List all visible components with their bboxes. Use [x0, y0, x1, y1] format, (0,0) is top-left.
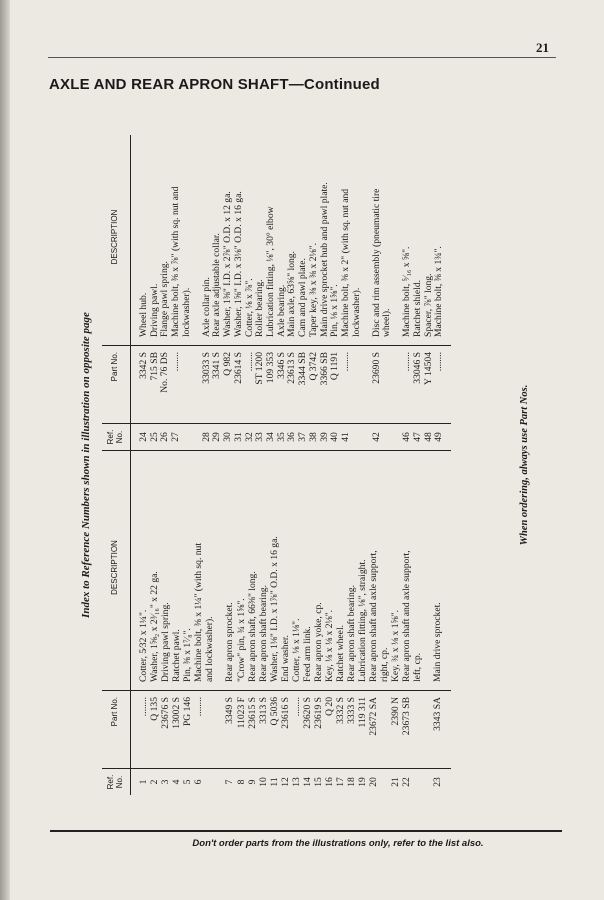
part-cell: 13002 S: [172, 691, 183, 769]
part-cell: 23616 S: [281, 691, 292, 769]
desc-header: DESCRIPTION: [102, 135, 130, 346]
ref-cell: 38: [309, 424, 320, 451]
desc-cell: Lubrication fitting, ⅛", straight.: [357, 559, 369, 682]
desc-cell: Machine bolt, ⅜ x 1¼" (with sq. nut: [193, 542, 205, 682]
desc-cell: Wheel hub.: [137, 292, 149, 337]
desc-cell: Taper key, ⅜ x ⅜ x 2⅛".: [307, 242, 319, 337]
desc-cell: Main drive sprocket.: [432, 602, 444, 682]
part-cell: 23672 SA: [369, 691, 380, 769]
desc-cell: Main drive sprocket hub and pawl plate.: [318, 182, 330, 337]
parts-index-block: [80, 135, 530, 795]
desc-cell: Key, ¾ x ⅛ x 1⅝".: [390, 609, 402, 682]
ref-cell: 1: [130, 769, 150, 796]
part-cell: 3349 S: [216, 691, 236, 769]
part-cell: 715 SB: [150, 346, 161, 424]
ref-cell: 27: [171, 424, 182, 451]
ref-cell: 26: [160, 424, 171, 451]
table-row: [434, 135, 451, 450]
part-cell: Q 135: [150, 691, 161, 769]
desc-cell: Axle bearing.: [275, 284, 287, 337]
desc-cell: Cam and pawl plate.: [297, 258, 309, 337]
part-cell: [382, 346, 393, 424]
part-cell: [205, 691, 216, 769]
desc-cell: Rear apron shaft and axle support,: [401, 550, 413, 682]
table-row: [130, 135, 149, 450]
part-cell: 3343 SA: [424, 691, 451, 769]
ref-header: Ref. No.: [102, 769, 130, 796]
table-row: [172, 451, 183, 796]
part-cell: 2390 N: [391, 691, 402, 769]
part-cell: 23676 S: [161, 691, 172, 769]
table-row: [161, 451, 172, 796]
desc-cell: Pin, ⅛ x 1⅝".: [329, 284, 341, 337]
ref-cell: 31: [234, 424, 245, 451]
part-cell: 3344 SB: [298, 346, 309, 424]
part-cell: 3341 S: [212, 346, 223, 424]
part-cell: ST 1200: [255, 346, 266, 424]
part-cell: ........: [194, 691, 205, 769]
desc-cell: Cotter, 5⁄32 x 1¼".: [137, 609, 149, 682]
desc-cell: left, cp.: [412, 652, 424, 682]
table-row: [402, 451, 413, 796]
desc-cell: Spacer, ⅞" long.: [422, 273, 434, 337]
table-row: [325, 451, 336, 796]
footer-text: Don't order parts from the illustrations only, refer to the list also.: [192, 838, 484, 849]
footer-rule: [50, 830, 562, 832]
desc-cell: Washer, 1⅛" I.D. x 1⅞" O.D. x 16 ga.: [268, 536, 280, 682]
desc-cell: Rear axle adjustable collar.: [211, 233, 223, 337]
ref-cell: 42: [363, 424, 383, 451]
ref-cell: 40: [330, 424, 341, 451]
desc-cell: Driving pawl.: [148, 283, 160, 337]
page-title: AXLE AND REAR APRON SHAFT—Continued: [49, 76, 380, 93]
part-cell: PG 146: [183, 691, 194, 769]
ref-cell: 30: [223, 424, 234, 451]
desc-cell: Driving pawl spring.: [160, 602, 172, 682]
parts-table-right: [102, 135, 451, 450]
desc-cell: lockwasher).: [350, 287, 362, 337]
desc-cell: Rear apron shaft bearing.: [257, 585, 269, 682]
page-edge-shadow: [0, 0, 10, 900]
desc-cell: Axle collar pin.: [200, 277, 212, 337]
part-cell: 3332 S: [336, 691, 347, 769]
ref-cell: 41: [341, 424, 352, 451]
ref-cell: 14: [303, 769, 314, 796]
desc-cell: End washer.: [279, 635, 291, 682]
table-row: [130, 451, 150, 796]
ref-cell: 49: [434, 424, 451, 451]
desc-cell: wheel).: [381, 308, 393, 337]
part-cell: Q 20: [325, 691, 336, 769]
ordering-note: When ordering, always use Part Nos.: [519, 384, 530, 546]
ref-cell: [205, 769, 216, 796]
part-cell: ........: [341, 346, 352, 424]
ref-header: Ref. No.: [102, 424, 130, 451]
table-row: [292, 451, 303, 796]
part-cell: Q 5036: [270, 691, 281, 769]
ref-cell: 24: [130, 424, 149, 451]
table-row: [413, 451, 424, 796]
ref-cell: 19: [358, 769, 369, 796]
ref-cell: 25: [150, 424, 161, 451]
desc-cell: Disc and rim assembly (pneumatic tire: [370, 188, 382, 337]
ref-cell: 23: [424, 769, 451, 796]
desc-cell: Machine bolt, ⅜ x ⅞" (with sq. nut and: [170, 186, 182, 337]
part-cell: 23615 S: [248, 691, 259, 769]
part-cell: 3366 SB: [320, 346, 331, 424]
footer-note: [0, 838, 604, 849]
desc-cell: Pin, ⅜ x 1⁷⁄₈".: [182, 628, 194, 682]
parts-tables: [102, 135, 451, 795]
ref-cell: 48: [424, 424, 435, 451]
ref-cell: 16: [325, 769, 336, 796]
ref-cell: 18: [347, 769, 358, 796]
desc-cell: Ratchet shield.: [411, 279, 423, 337]
ref-cell: 39: [320, 424, 331, 451]
ref-cell: 10: [259, 769, 270, 796]
desc-cell: and lockwasher).: [204, 616, 216, 682]
table-row: [270, 451, 281, 796]
part-cell: 3346 S: [277, 346, 288, 424]
header-rule: [48, 57, 556, 58]
part-cell: 23620 S: [303, 691, 314, 769]
ref-cell: 6: [194, 769, 205, 796]
part-cell: 3342 S: [130, 346, 149, 424]
table-row: [393, 135, 413, 450]
desc-cell: Lubrication fitting, ⅛", 30° elbow: [264, 206, 276, 337]
ref-cell: 46: [393, 424, 413, 451]
desc-cell: Rear apron shaft and axle support,: [368, 550, 380, 682]
desc-cell: Roller bearing.: [254, 279, 266, 337]
ref-cell: 11: [270, 769, 281, 796]
part-cell: 23614 S: [234, 346, 245, 424]
part-cell: 33046 S: [413, 346, 424, 424]
desc-cell: Washer, 1⅜" I.D. x 2⅞" O.D. x 12 ga.: [222, 191, 234, 337]
desc-cell: Rear apron shaft bearing.: [345, 585, 357, 682]
part-cell: 3313 S: [259, 691, 270, 769]
ref-cell: 3: [161, 769, 172, 796]
part-header: Part No.: [102, 346, 130, 424]
part-cell: [182, 346, 193, 424]
ref-cell: 47: [413, 424, 424, 451]
ref-cell: 37: [298, 424, 309, 451]
part-cell: Q 982: [223, 346, 234, 424]
desc-cell: Flange pawl spring.: [159, 261, 171, 337]
part-cell: [352, 346, 363, 424]
desc-cell: Washer, 1⅝" I.D. x 3⅛" O.D. x 16 ga.: [232, 191, 244, 337]
ref-cell: [182, 424, 193, 451]
ref-cell: 5: [183, 769, 194, 796]
part-cell: Q 3742: [309, 346, 320, 424]
part-cell: ........: [434, 346, 451, 424]
table-caption: Index to Reference Numbers shown in illustration on opposite page: [80, 312, 92, 618]
ref-cell: 7: [216, 769, 236, 796]
desc-cell: lockwasher).: [180, 287, 192, 337]
table-row: [369, 451, 380, 796]
part-cell: ........: [393, 346, 413, 424]
part-cell: ........: [130, 691, 150, 769]
desc-cell: Ratchet pawl.: [171, 629, 183, 682]
desc-cell: Machine bolt, ⅜ x 1¾".: [433, 246, 445, 337]
ref-cell: 2: [150, 769, 161, 796]
desc-cell: "Crow" pin, ¾ x 1⅝".: [235, 598, 247, 682]
ref-cell: 13: [292, 769, 303, 796]
ref-cell: 35: [277, 424, 288, 451]
ref-cell: 33: [255, 424, 266, 451]
desc-cell: Cotter, ⅛ x 1⅛".: [290, 618, 302, 682]
desc-cell: Cotter, ⅛ x ⅞".: [243, 278, 255, 337]
desc-cell: Rear apron sprocket.: [224, 602, 236, 682]
desc-cell: Rear apron yoke, cp.: [312, 602, 324, 682]
part-header: Part No.: [102, 691, 130, 769]
part-cell: 23613 S: [287, 346, 298, 424]
part-cell: 119 311: [358, 691, 369, 769]
ref-cell: 28: [193, 424, 213, 451]
part-cell: ........: [292, 691, 303, 769]
ref-cell: 12: [281, 769, 292, 796]
ref-cell: 21: [391, 769, 402, 796]
ref-cell: 9: [248, 769, 259, 796]
part-cell: 33033 S: [193, 346, 213, 424]
desc-cell: right, cp.: [379, 647, 391, 682]
desc-cell: Rear apron shaft, 66⅜" long.: [246, 571, 258, 682]
table-row: [193, 135, 213, 450]
table-row: [182, 135, 193, 450]
ref-cell: 4: [172, 769, 183, 796]
table-row: [413, 135, 424, 450]
part-cell: ........: [245, 346, 256, 424]
ref-cell: 17: [336, 769, 347, 796]
desc-cell: Key, ⅛ x ⅛ x 2⅛".: [323, 609, 335, 682]
ref-cell: 32: [245, 424, 256, 451]
ref-cell: 22: [402, 769, 413, 796]
ref-cell: 15: [314, 769, 325, 796]
page-number: 21: [536, 40, 549, 55]
ref-cell: 36: [287, 424, 298, 451]
table-row: [352, 135, 363, 450]
ref-cell: [413, 769, 424, 796]
ref-cell: [352, 424, 363, 451]
ref-cell: 34: [266, 424, 277, 451]
parts-table-left: [102, 450, 451, 795]
table-row: [424, 451, 451, 796]
ref-cell: 8: [237, 769, 248, 796]
part-cell: 23673 SB: [402, 691, 413, 769]
table-row: [382, 135, 393, 450]
desc-cell: Washer, 1⅝₂ x 2³⁄₁₆" x 22 ga.: [149, 571, 161, 682]
part-cell: No. 76 DS: [160, 346, 171, 424]
part-cell: 23690 S: [363, 346, 383, 424]
ref-cell: 20: [369, 769, 380, 796]
table-row: [234, 135, 245, 450]
desc-cell: Ratchet wheel.: [334, 624, 346, 682]
part-cell: [413, 691, 424, 769]
table-row: [205, 451, 216, 796]
part-cell: Y 14504: [424, 346, 435, 424]
desc-cell: Main axle, 63⅝" long.: [286, 251, 298, 337]
desc-cell: Feed arm link.: [301, 626, 313, 682]
part-cell: 109 353: [266, 346, 277, 424]
desc-cell: Machine bolt, ⁵⁄₁₆ x ⅝".: [401, 246, 413, 337]
desc-cell: Machine bolt, ⅜ x 2" (with sq. nut and: [340, 188, 352, 337]
part-cell: 23619 S: [314, 691, 325, 769]
desc-header: DESCRIPTION: [102, 451, 130, 691]
ref-cell: [382, 424, 393, 451]
table-row: [216, 451, 236, 796]
part-cell: Q 1191: [330, 346, 341, 424]
part-cell: 3333 S: [347, 691, 358, 769]
part-cell: 11023 F: [237, 691, 248, 769]
ref-cell: 29: [212, 424, 223, 451]
table-row: [363, 135, 383, 450]
part-cell: ........: [171, 346, 182, 424]
